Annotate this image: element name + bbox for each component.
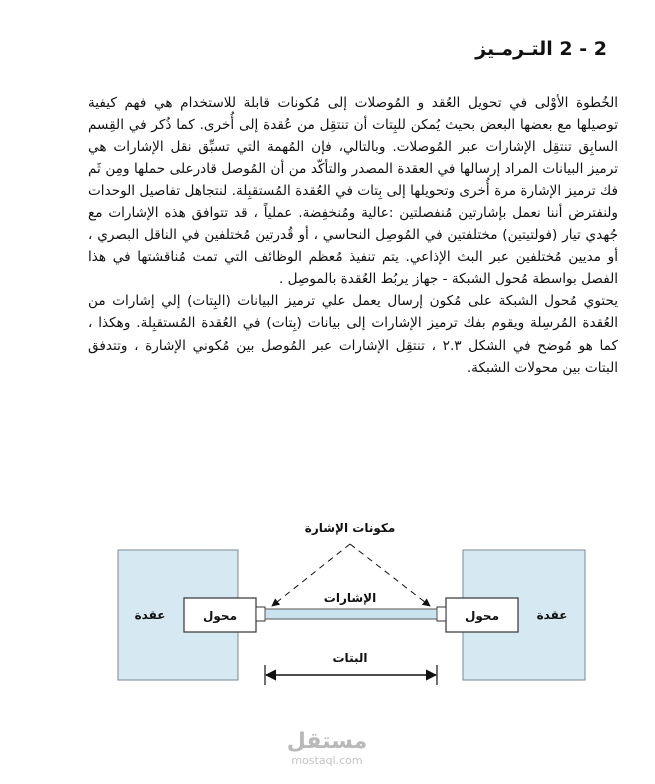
body-text bbox=[88, 92, 618, 379]
link-cable bbox=[265, 609, 437, 619]
components-label: مكونات الإشارة bbox=[304, 521, 396, 535]
left-adapter-label: محول bbox=[202, 609, 238, 623]
watermark-site: mostaql.com bbox=[291, 754, 363, 767]
right-adapter-label: محول bbox=[464, 609, 500, 623]
signals-label: الإشارات bbox=[323, 591, 377, 605]
left-node-label: عقدة bbox=[134, 608, 166, 622]
paragraph: يحتوي مُحول الشبكة على مُكون إرسال يعمل علي ترميز البيانات (البِتات) إلي إشارات من العُقدة المُرسِلة ويقوم بفك ترميز الإشارات إلى بيانات (بِتات) في العُقدة المُستقبِلة. وهكذا ، كما هو مُوضح في الشكل ٢.٣ ، تنتقِل الإشارات عبر المُوصل بين مُكوني الإشارة ، وتتدفق البتات بين محولات الشبكة. bbox=[88, 293, 618, 376]
watermark-logo: مستقل bbox=[286, 729, 368, 754]
mostaql-watermark bbox=[282, 730, 372, 767]
left-adapter-port bbox=[256, 607, 265, 621]
bits-label: البتات bbox=[332, 651, 368, 665]
section-heading: 2 - 2 التـرمـيز bbox=[475, 38, 607, 60]
right-adapter-port bbox=[437, 607, 446, 621]
right-node-label: عقدة bbox=[536, 608, 568, 622]
paragraph: الخُطوة الأوْلى في تحويل العُقد و المُوصلات إلى مُكونات قابلة للاستخدام هي فهم كيفية توصيلها مع بعضها البعض بحيث يُمكن للبِتات أن تنتقِل من عُقدة إلى أُخرى. كما ذُكر في القِسم السابِق تنتقِل الإشارات عبر المُوصلات. وبالتالي، فإن المُهمة التي تسبِّق نقل الإشارات هي ترميز البيانات المراد إرسالها في العقدة المصدر والتأكّد من أن المُوصل قادرعلى حملها ومِن ثَم فك ترميز الإشارة مرة أُخرى وتحويلها إلى بِتات في العُقدة المُستقبِلة. لنتجاهل تفاصيل الوحدات ولنفترض أننا نعمل بإشارتين مُنفصلتين :عالية ومُنخفِضة. عملياً ، قد تتوافق هذه الإشارات مع جُهدي تيار (فولتيتين) مختلفتين في المُوصِل النحاسي ، أو قُدرتين مُختلفين في الناقل البصري ، أو مديين مُختلفين عبر البث الإذاعي. يتم تنفيذ مُعظم الوظائف التي تمت مُناقشتها في هذا الفصل بواسطة مُحول الشبكة - جهاز يربُط العُقدة بالموصِل . bbox=[88, 95, 618, 288]
figure-2-3-diagram bbox=[0, 510, 655, 710]
